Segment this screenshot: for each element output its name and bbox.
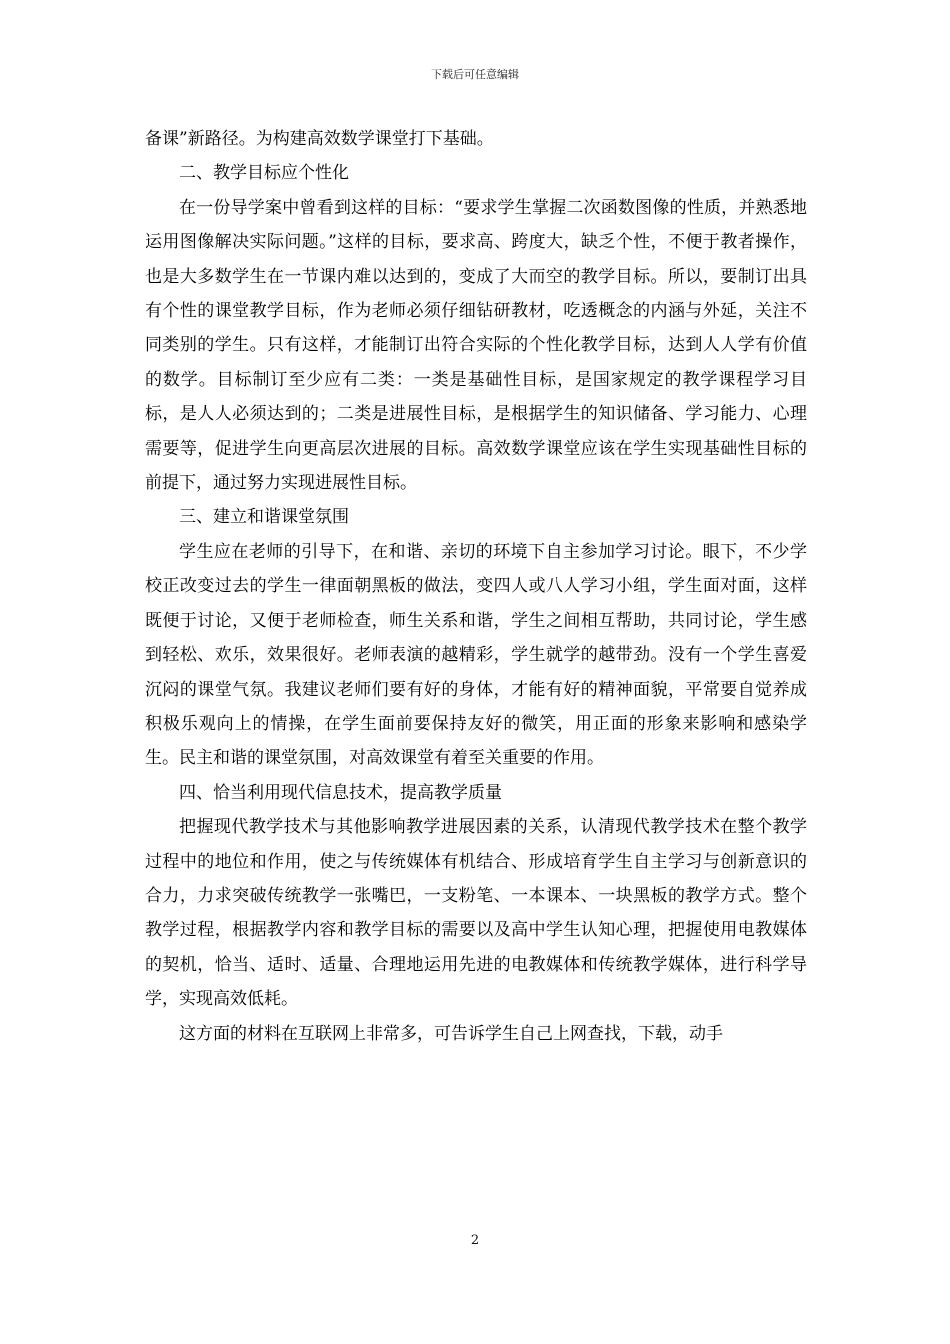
page-header: 下载后可任意编辑 bbox=[431, 68, 519, 81]
paragraph-teaching-goals: 在一份导学案中曾看到这样的目标：“要求学生掌握二次函数图像的性质，并熟悉地运用图像解决实际问题。”这样的目标，要求高、跨度大，缺乏个性，不便于教者操作，也是大多数学生在一节课内难以达到的，变成了大而空的教学目标。所以，要制订出具有个性的课堂教学目标，作为老师必须仔细钻研教材，吃透概念的内涵与外延，关注不同类别的学生。只有这样，才能制订出符合实际的个性化教学目标，达到人人学有价值的数学。目标制订至少应有二类：一类是基础性目标，是国家规定的教学课程学习目标，是人人必须达到的；二类是进展性目标，是根据学生的知识储备、学习能力、心理需要等，促进学生向更高层次进展的目标。高效数学课堂应该在学生实现基础性目标的前提下，通过努力实现进展性目标。 bbox=[145, 197, 807, 494]
paragraph-online-materials: 这方面的材料在互联网上非常多，可告诉学生自己上网查找，下载，动手 bbox=[179, 1023, 723, 1044]
section-heading-4: 四、恰当利用现代信息技术，提高教学质量 bbox=[179, 782, 502, 803]
paragraph-continuation: 备课”新路径。为构建高效数学课堂打下基础。 bbox=[145, 129, 494, 149]
section-heading-2: 二、教学目标应个性化 bbox=[179, 163, 349, 184]
paragraph-classroom-atmosphere: 学生应在老师的引导下，在和谐、亲切的环境下自主参加学习讨论。眼下，不少学校正改变过去的学生一律面朝黑板的做法，变四人或八人学习小组，学生面对面，这样既便于讨论，又便于老师检查，师生关系和谐，学生之间相互帮助，共同讨论，学生感到轻松、欢乐，效果很好。老师表演的越精彩，学生就学的越带劲。没有一个学生喜爱沉闷的课堂气氛。我建议老师们要有好的身体，才能有好的精神面貌，平常要自觉养成积极乐观向上的情操，在学生面前要保持友好的微笑，用正面的形象来影响和感染学生。民主和谐的课堂氛围，对高效课堂有着至关重要的作用。 bbox=[145, 541, 807, 769]
section-heading-3: 三、建立和谐课堂氛围 bbox=[179, 507, 349, 528]
document-body bbox=[145, 122, 807, 1051]
page-number: 2 bbox=[470, 1233, 480, 1248]
paragraph-information-technology: 把握现代教学技术与其他影响教学进展因素的关系，认清现代教学技术在整个教学过程中的地位和作用，使之与传统媒体有机结合、形成培育学生自主学习与创新意识的合力，力求突破传统教学一张嘴巴，一支粉笔、一本课本、一块黑板的教学方式。整个教学过程，根据教学内容和教学目标的需要以及高中学生认知心理，把握使用电教媒体的契机，恰当、适时、适量、合理地运用先进的电教媒体和传统教学媒体，进行科学导学，实现高效低耗。 bbox=[145, 817, 807, 1010]
